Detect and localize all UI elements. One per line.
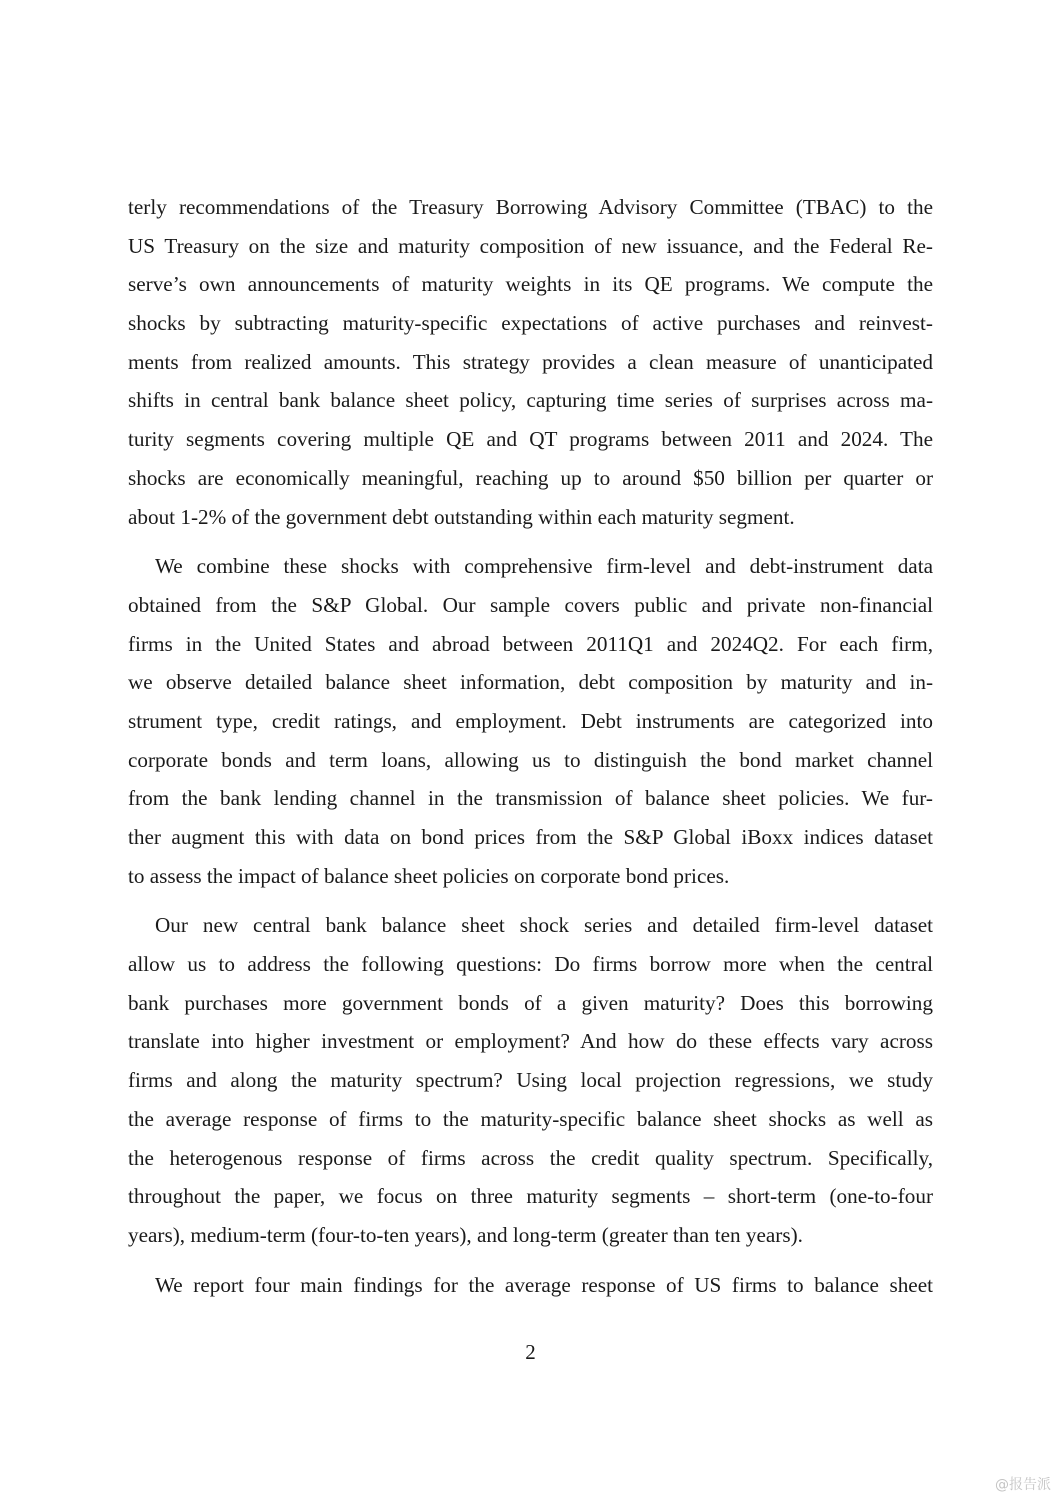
text-line: obtained from the S&P Global. Our sample covers public and private non-financial <box>128 592 933 617</box>
text-line: Our new central bank balance sheet shock series and detailed firm-level dataset <box>155 913 933 938</box>
text-line: US Treasury on the size and maturity composition of new issuance, and the Federal Re- <box>128 233 933 258</box>
text-line: from the bank lending channel in the transmission of balance sheet policies. We fur- <box>128 786 933 811</box>
text-line: we observe detailed balance sheet information, debt composition by maturity and in- <box>128 670 933 695</box>
text-line: shifts in central bank balance sheet policy, capturing time series of surprises across ma- <box>128 388 933 413</box>
text-line: translate into higher investment or employment? And how do these effects vary across <box>128 1029 933 1054</box>
text-line: firms in the United States and abroad between 2011Q1 and 2024Q2. For each firm, <box>128 631 933 656</box>
text-line: shocks are economically meaningful, reaching up to around $50 billion per quarter or <box>128 465 933 490</box>
document-body <box>128 188 933 1315</box>
text-line: the average response of firms to the maturity-specific balance sheet shocks as well as <box>128 1106 933 1131</box>
text-line: turity segments covering multiple QE and QT programs between 2011 and 2024. The <box>128 427 933 452</box>
paragraph-4 <box>128 1266 933 1305</box>
text-line: years), medium-term (four-to-ten years), and long-term (greater than ten years). <box>128 1222 803 1247</box>
text-line: bank purchases more government bonds of a given maturity? Does this borrowing <box>128 990 933 1015</box>
text-line: allow us to address the following questions: Do firms borrow more when the central <box>128 952 933 977</box>
text-line: ments from realized amounts. This strategy provides a clean measure of unanticipated <box>128 349 933 374</box>
text-line: terly recommendations of the Treasury Borrowing Advisory Committee (TBAC) to the <box>128 195 933 219</box>
text-line: throughout the paper, we focus on three maturity segments – short-term (one-to-four <box>128 1184 933 1209</box>
text-line: ther augment this with data on bond prices from the S&P Global iBoxx indices dataset <box>128 825 933 849</box>
paragraph-1 <box>128 188 933 536</box>
watermark: @报告派 <box>995 1477 1051 1493</box>
paragraph-3 <box>128 906 933 1254</box>
text-line: to assess the impact of balance sheet policies on corporate bond prices. <box>128 863 730 888</box>
text-line: about 1-2% of the government debt outstanding within each maturity segment. <box>128 504 795 529</box>
text-line: We report four main findings for the average response of US firms to balance sheet <box>155 1272 933 1297</box>
text-line: corporate bonds and term loans, allowing us to distinguish the bond market channel <box>128 747 933 772</box>
text-line: We combine these shocks with comprehensive firm-level and debt-instrument data <box>155 554 933 579</box>
text-line: the heterogenous response of firms across the credit quality spectrum. Specifically, <box>128 1145 933 1170</box>
text-line: strument type, credit ratings, and employment. Debt instruments are categorized into <box>128 708 933 733</box>
paragraph-2 <box>128 547 933 895</box>
page-number: 2 <box>525 1340 536 1364</box>
text-line: firms and along the maturity spectrum? Using local projection regressions, we study <box>128 1068 933 1093</box>
text-line: shocks by subtracting maturity-specific expectations of active purchases and reinvest- <box>128 311 933 336</box>
text-line: serve’s own announcements of maturity weights in its QE programs. We compute the <box>128 272 933 297</box>
